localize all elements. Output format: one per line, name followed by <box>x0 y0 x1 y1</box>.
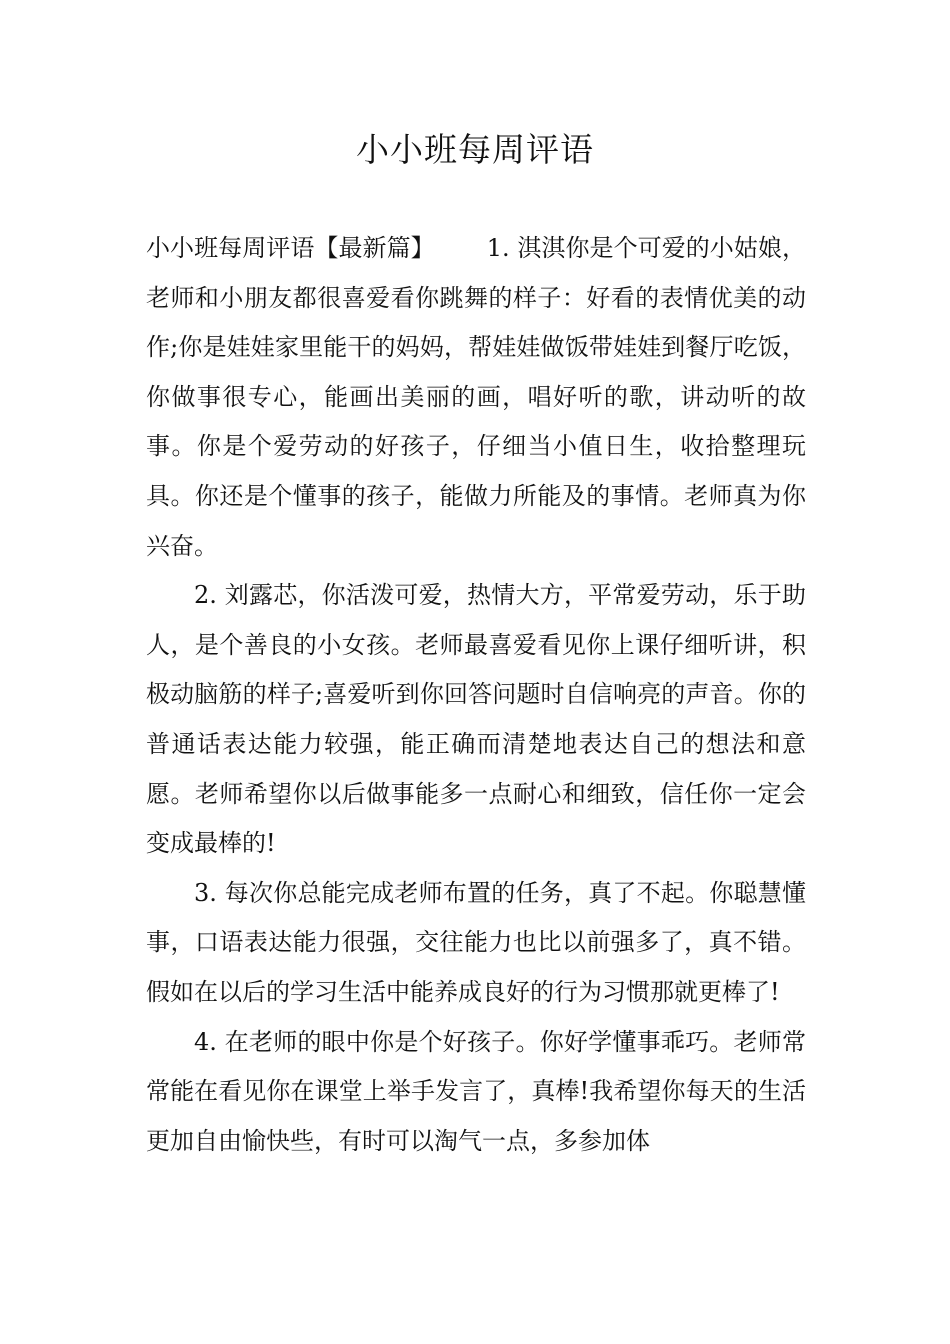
paragraph-2: 2. 刘露芯，你活泼可爱，热情大方，平常爱劳动，乐于助人，是个善良的小女孩。老师最喜爱看见你上课仔细听讲，积极动脑筋的样子;喜爱听到你回答问题时自信响亮的声音。你的普通话表达能力较强，能正确而清楚地表达自己的想法和意愿。老师希望你以后做事能多一点耐心和细致，信任你一定会变成最棒的! <box>146 581 806 858</box>
paragraph-1-text: 1. 淇淇你是个可爱的小姑娘，老师和小朋友都很喜爱看你跳舞的样子：好看的表情优美的动作;你是娃娃家里能干的妈妈，帮娃娃做饭带娃娃到餐厅吃饭，你做事很专心，能画出美丽的画，唱好听的歌，讲动听的故事。你是个爱劳动的好孩子，仔细当小值日生，收拾整理玩具。你还是个懂事的孩子，能做力所能及的事情。老师真为你兴奋。 <box>146 234 806 560</box>
paragraph-4: 4. 在老师的眼中你是个好孩子。你好学懂事乖巧。老师常常能在看见你在课堂上举手发言了，真棒!我希望你每天的生活更加自由愉快些，有时可以淘气一点，多参加体 <box>146 1027 806 1155</box>
paragraph-3: 3. 每次你总能完成老师布置的任务，真了不起。你聪慧懂事，口语表达能力很强，交往能力也比以前强多了，真不错。假如在以后的学习生活中能养成良好的行为习惯那就更棒了! <box>146 878 806 1006</box>
paragraph-1 <box>146 224 806 571</box>
document-title: 小小班每周评语 <box>356 130 594 169</box>
document-body <box>146 224 806 1166</box>
intro-heading: 小小班每周评语【最新篇】 <box>146 234 435 262</box>
